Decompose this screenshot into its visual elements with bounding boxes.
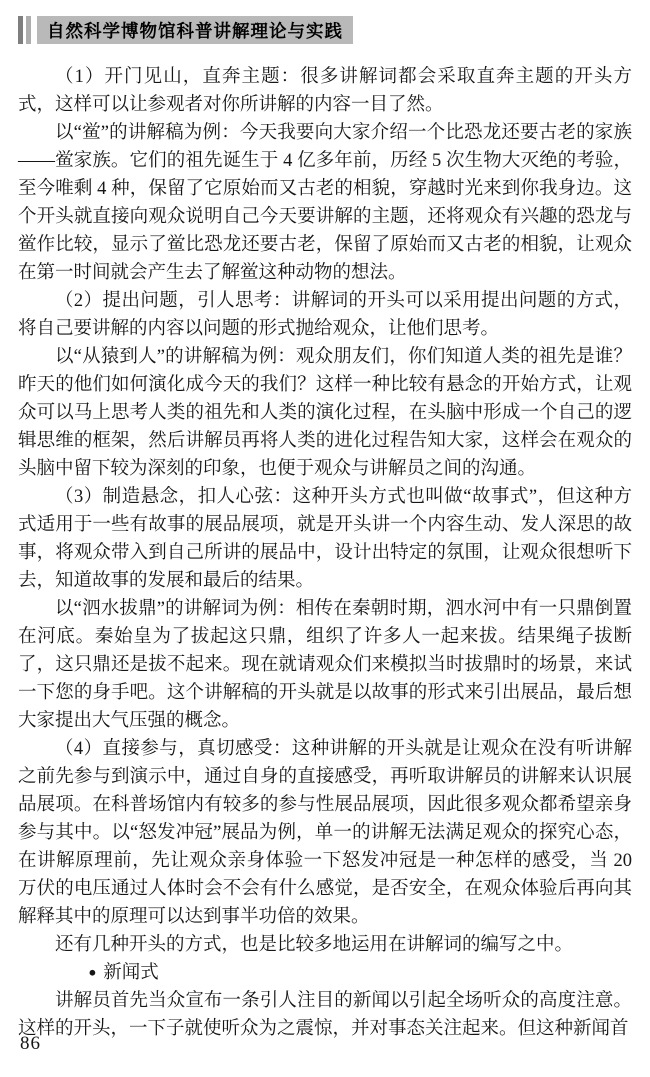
bullet-icon: ● <box>88 965 97 981</box>
paragraph-5: （3）制造悬念，扣人心弦：这种开头方式也叫做“故事式”，但这种方式适用于一些有故事的展品展项，就是开头讲一个内容生动、发人深思的故事，将观众带入到自己所讲的展品中，设计出特定的氛围，让观众很想听下去，知道故事的发展和最后的结果。 <box>18 487 632 591</box>
paragraph-2: 以“鲎”的讲解稿为例：今天我要向大家介绍一个比恐龙还要古老的家族——鲎家族。它们的祖先诞生于 4 亿多年前，历经 5 次生物大灭绝的考验，至今唯剩 4 种，保留了它原始而又古老的相貌，穿越时光来到你我身边。这个开头就直接向观众说明自己今天要讲解的主题，还将观众有兴趣的恐龙与鲎作比较，显示了鲎比恐龙还要古老，保留了原始而又古老的相貌，让观众在第一时间就会产生去了解鲎这种动物的想法。 <box>18 123 632 283</box>
paragraph-3: （2）提出问题，引人思考：讲解词的开头可以采用提出问题的方式，将自己要讲解的内容以问题的形式抛给观众，让他们思考。 <box>18 291 632 339</box>
chapter-header <box>18 16 632 44</box>
page-number: 86 <box>20 1033 41 1054</box>
paragraph-4: 以“从猿到人”的讲解稿为例：观众朋友们，你们知道人类的祖先是谁？昨天的他们如何演化成今天的我们？这样一种比较有悬念的开始方式，让观众可以马上思考人类的祖先和人类的演化过程，在头脑中形成一个自己的逻辑思维的框架，然后讲解员再将人类的进化过程告知大家，这样会在观众的头脑中留下较为深刻的印象，也便于观众与讲解员之间的沟通。 <box>18 347 632 479</box>
paragraph-10: 讲解员首先当众宣布一条引人注目的新闻以引起全场听众的高度注意。这样的开头，一下子就使听众为之震惊，并对事态关注起来。但这种新闻首 <box>18 991 632 1039</box>
paragraph-7: （4）直接参与，真切感受：这种讲解的开头就是让观众在没有听讲解之前先参与到演示中，通过自身的直接感受，再听取讲解员的讲解来认识展品展项。在科普场馆内有较多的参与性展品展项，因此很多观众都希望亲身参与其中。以“怒发冲冠”展品为例，单一的讲解无法满足观众的探究心态，在讲解原理前，先让观众亲身体验一下怒发冲冠是一种怎样的感受，当 20 万伏的电压通过人体时会不会有什么感觉，是否安全，在观众体验后再向其解释其中的原理可以达到事半功倍的效果。 <box>18 739 632 927</box>
header-accent-bar-light <box>26 16 31 44</box>
bullet-item-news-style <box>18 959 632 987</box>
bullet-label: 新闻式 <box>103 963 159 983</box>
paragraph-8: 还有几种开头的方式，也是比较多地运用在讲解词的编写之中。 <box>55 935 574 955</box>
chapter-title: 自然科学博物馆科普讲解理论与实践 <box>47 20 343 41</box>
page-body <box>18 63 632 1043</box>
paragraph-1: （1）开门见山，直奔主题：很多讲解词都会采取直奔主题的开头方式，这样可以让参观者对你所讲解的内容一目了然。 <box>18 67 632 115</box>
chapter-title-box <box>37 16 353 44</box>
header-accent-bar-dark <box>18 16 23 44</box>
paragraph-6: 以“泗水拔鼎”的讲解词为例：相传在秦朝时期，泗水河中有一只鼎倒置在河底。秦始皇为了拔起这只鼎，组织了许多人一起来拔。结果绳子拔断了，这只鼎还是拔不起来。现在就请观众们来模拟当时拔鼎时的场景，来试一下您的身手吧。这个讲解稿的开头就是以故事的形式来引出展品，最后想大家提出大气压强的概念。 <box>18 599 632 731</box>
